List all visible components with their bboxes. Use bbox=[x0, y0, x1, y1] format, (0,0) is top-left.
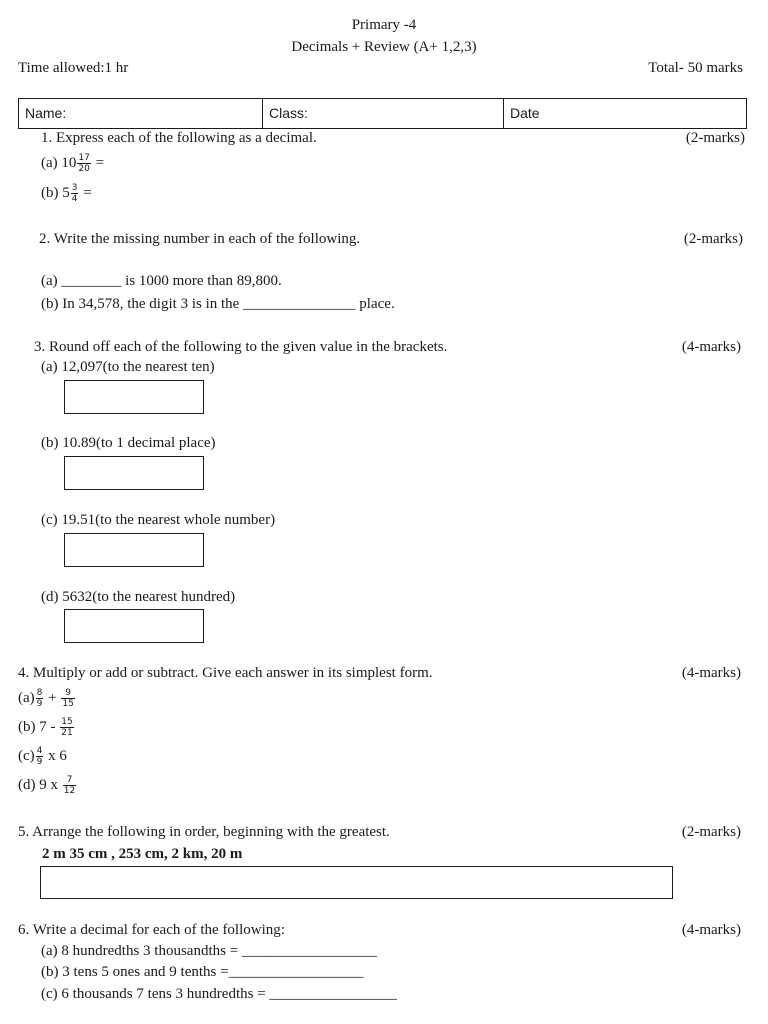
name-label: Name: bbox=[25, 105, 67, 121]
question-1-text: 1. Express each of the following as a decimal. bbox=[41, 130, 317, 146]
name-cell[interactable] bbox=[19, 99, 262, 128]
question-2a: (a) ________ is 1000 more than 89,800. bbox=[41, 273, 282, 289]
question-1b: (b) 5 $\frac{3}{4}$ = bbox=[41, 183, 92, 204]
answer-box-3b[interactable] bbox=[64, 456, 204, 490]
question-2b: (b) In 34,578, the digit 3 is in the _______________ place. bbox=[41, 296, 395, 312]
class-label: Class: bbox=[269, 105, 308, 121]
total-marks: Total- 50 marks bbox=[648, 60, 743, 76]
answer-box-5[interactable] bbox=[40, 866, 673, 899]
question-6-text: 6. Write a decimal for each of the following: bbox=[18, 922, 285, 938]
question-2-marks: (2-marks) bbox=[683, 231, 743, 247]
question-3c: (c) 19.51(to the nearest whole number) bbox=[41, 512, 276, 528]
fraction: $\frac{8}{9}$ bbox=[36, 688, 43, 709]
date-cell[interactable] bbox=[503, 99, 746, 128]
question-6b: (b) 3 tens 5 ones and 9 tenths =__________________ bbox=[41, 964, 364, 980]
question-4c: (c) $\frac{4}{9}$ x 6 bbox=[18, 746, 67, 767]
fraction: $\frac{4}{9}$ bbox=[36, 746, 43, 767]
question-3b: (b) 10.89(to 1 decimal place) bbox=[41, 435, 216, 451]
question-4b: (b) 7 - $\frac{15}{21}$ bbox=[18, 717, 73, 738]
question-4-text: 4. Multiply or add or subtract. Give each answer in its simplest form. bbox=[18, 665, 433, 681]
question-6-marks: (4-marks) bbox=[681, 922, 741, 938]
worksheet-title: Primary -4 bbox=[351, 17, 417, 33]
question-3-marks: (4-marks) bbox=[681, 339, 741, 355]
fraction: $\frac{15}{21}$ bbox=[61, 717, 73, 738]
question-1a: (a) 10 $\frac{17}{20}$ = bbox=[41, 153, 105, 174]
student-info-table bbox=[18, 98, 747, 129]
fraction: $\frac{7}{12}$ bbox=[63, 775, 76, 796]
class-cell[interactable] bbox=[262, 99, 503, 128]
answer-box-3a[interactable] bbox=[64, 380, 204, 414]
answer-box-3d[interactable] bbox=[64, 609, 204, 643]
fraction: $\frac{17}{20}$ bbox=[78, 153, 90, 174]
question-5-items: 2 m 35 cm , 253 cm, 2 km, 20 m bbox=[42, 846, 243, 862]
fraction: $\frac{9}{15}$ bbox=[62, 688, 74, 709]
question-3-text: 3. Round off each of the following to the given value in the brackets. bbox=[34, 339, 448, 355]
question-3a: (a) 12,097(to the nearest ten) bbox=[41, 359, 215, 375]
answer-box-3c[interactable] bbox=[64, 533, 204, 567]
time-allowed: Time allowed:1 hr bbox=[18, 60, 129, 76]
question-4-marks: (4-marks) bbox=[681, 665, 741, 681]
question-6a: (a) 8 hundredths 3 thousandths = __________________ bbox=[41, 943, 377, 959]
worksheet-subtitle: Decimals + Review (A+ 1,2,3) bbox=[291, 39, 477, 55]
question-5-marks: (2-marks) bbox=[681, 824, 741, 840]
question-1a-label: (a) 10 bbox=[41, 154, 77, 171]
question-4a: (a) $\frac{8}{9}$ + $\frac{9}{15}$ bbox=[18, 688, 74, 709]
question-3d: (d) 5632(to the nearest hundred) bbox=[41, 589, 236, 605]
question-2-text: 2. Write the missing number in each of the following. bbox=[39, 231, 361, 247]
question-4d: (d) 9 x $\frac{7}{12}$ bbox=[18, 775, 76, 796]
question-5-text: 5. Arrange the following in order, beginning with the greatest. bbox=[18, 824, 390, 840]
date-label: Date bbox=[510, 105, 540, 121]
question-1b-label: (b) 5 bbox=[41, 184, 70, 201]
question-6c: (c) 6 thousands 7 tens 3 hundredths = _________________ bbox=[41, 986, 397, 1002]
question-1-marks: (2-marks) bbox=[685, 130, 745, 146]
fraction: $\frac{3}{4}$ bbox=[71, 183, 78, 204]
